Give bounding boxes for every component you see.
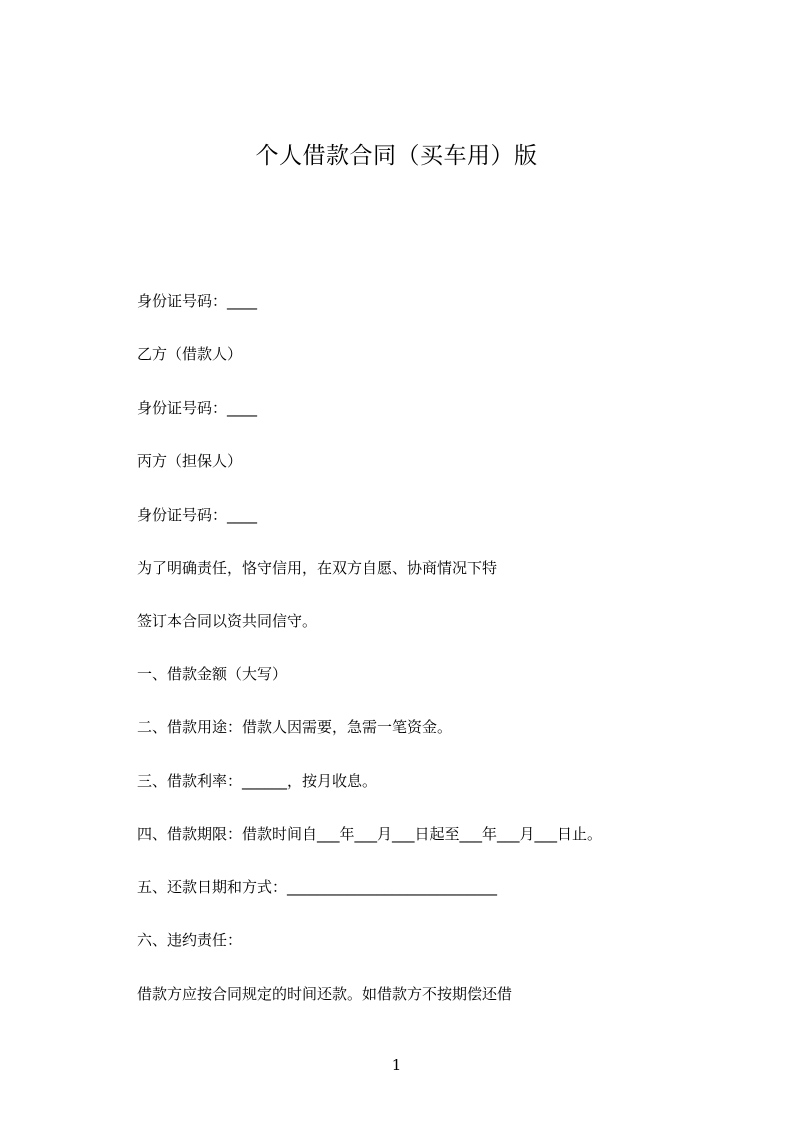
- party-c-id-line: 身份证号码：____: [137, 506, 258, 524]
- party-a-id-line: 身份证号码：____: [137, 292, 258, 310]
- clause-liability-heading: 六、违约责任：: [137, 931, 243, 949]
- clause-loan-purpose: 二、借款用途：借款人因需要，急需一笔资金。: [137, 718, 453, 736]
- clause-interest-rate: 三、借款利率：______，按月收息。: [137, 772, 378, 790]
- page-number: 1: [391, 1056, 402, 1074]
- clause-loan-term: 四、借款期限：借款时间自___年___月___日起至___年___月___日止。: [137, 825, 603, 843]
- party-b-id-line: 身份证号码：____: [137, 399, 258, 417]
- party-c-heading: 丙方（担保人）: [137, 452, 243, 470]
- preamble-line-1: 为了明确责任，恪守信用，在双方自愿、协商情况下特: [137, 559, 498, 577]
- clause-liability-text: 借款方应按合同规定的时间还款。如借款方不按期偿还借: [137, 985, 513, 1003]
- preamble-line-2: 签订本合同以资共同信守。: [137, 612, 318, 630]
- clause-loan-amount: 一、借款金额（大写）: [137, 665, 288, 683]
- document-title: 个人借款合同（买车用）版: [255, 143, 538, 169]
- party-b-heading: 乙方（借款人）: [137, 345, 243, 363]
- clause-repayment: 五、还款日期和方式：____________________________: [137, 878, 498, 896]
